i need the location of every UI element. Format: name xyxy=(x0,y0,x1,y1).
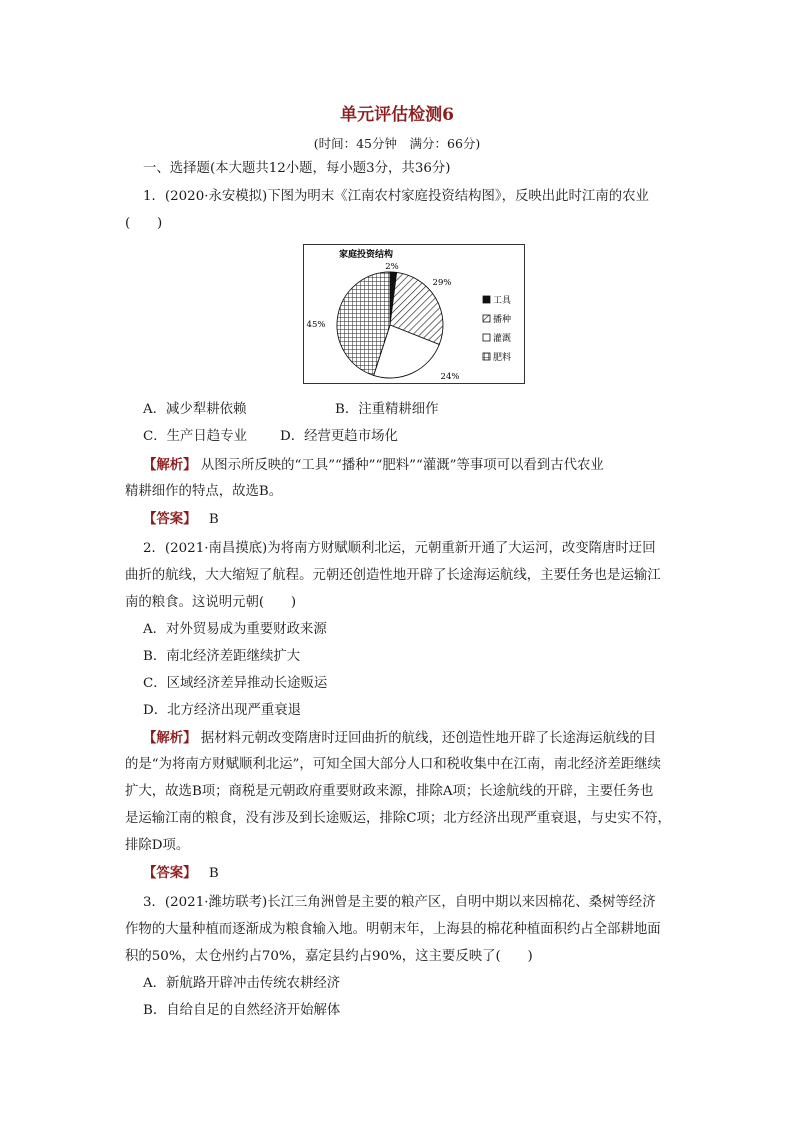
q2-stem-line-1: 2．(2021·南昌摸底)为将南方财赋顺利北运，元朝重新开通了大运河，改变隋唐时迂回 xyxy=(143,541,656,556)
legend-swatch xyxy=(483,296,490,303)
legend-label: 播种 xyxy=(493,315,512,325)
legend-swatch xyxy=(483,353,490,360)
exam-info: (时间：45分钟 满分：66分) xyxy=(313,136,481,151)
pie-value-label: 2% xyxy=(385,262,399,272)
q1-answer-blank: ( ) xyxy=(125,216,163,231)
q2-answer-line xyxy=(143,863,219,884)
q2-analysis-line-2: 的是“为将南方财赋顺利北运”，可知全国大部分人口和税收集中在江南，南北经济差距继续 xyxy=(125,757,661,772)
pie-value-label: 24% xyxy=(440,372,460,382)
pie-value-label: 29% xyxy=(432,278,452,288)
answer-tag: 【答案】 xyxy=(143,865,197,881)
q1-analysis-line-1 xyxy=(143,455,604,476)
q1-option-d: D．经营更趋市场化 xyxy=(280,429,398,444)
q1-analysis-line-2: 精耕细作的特点，故选B。 xyxy=(125,484,283,499)
q1-option-c: C．生产日趋专业 xyxy=(143,429,247,444)
q3-stem-line-1: 3．(2021·潍坊联考)长江三角洲曾是主要的粮产区，自明中期以来因棉花、桑树等经济 xyxy=(143,895,656,910)
pie-value-label: 45% xyxy=(306,320,326,330)
answer-tag: 【答案】 xyxy=(143,511,197,527)
chart-title: 家庭投资结构 xyxy=(338,250,394,260)
pie-chart xyxy=(304,245,524,383)
q1-answer-line xyxy=(143,509,219,530)
section-heading: 一、选择题(本大题共12小题，每小题3分，共36分) xyxy=(143,161,451,176)
q2-analysis-line-3: 扩大，故选B项；商税是元朝政府重要财政来源，排除A项；长途航线的开辟，主要任务也 xyxy=(125,784,654,799)
q2-analysis-line-1 xyxy=(143,728,656,749)
legend-label: 工具 xyxy=(493,296,512,306)
legend-label: 灌溉 xyxy=(493,334,512,344)
page-title: 单元评估检测6 xyxy=(340,105,454,125)
q2-analysis-line-5: 排除D项。 xyxy=(125,838,190,853)
legend-swatch xyxy=(483,334,490,341)
pie-chart-figure xyxy=(303,244,525,384)
legend-label: 肥料 xyxy=(493,353,512,363)
q2-answer: B xyxy=(208,866,219,881)
q2-option-d: D．北方经济出现严重衰退 xyxy=(143,703,302,718)
analysis-tag: 【解析】 xyxy=(143,730,197,746)
q3-option-b: B．自给自足的自然经济开始解体 xyxy=(143,1003,341,1018)
q1-answer: B xyxy=(208,512,219,527)
q1-option-a: A．减少犁耕依赖 xyxy=(143,402,247,417)
analysis-tag: 【解析】 xyxy=(143,457,197,473)
q3-stem-line-2: 作物的大量种植而逐渐成为粮食输入地。明朝末年，上海县的棉花种植面积约占全部耕地面 xyxy=(125,922,661,937)
q2-option-b: B．南北经济差距继续扩大 xyxy=(143,649,301,664)
q1-option-b: B．注重精耕细作 xyxy=(335,402,439,417)
q2-analysis-text: 据材料元朝改变隋唐时迂回曲折的航线，还创造性地开辟了长途海运航线的目 xyxy=(200,731,657,746)
q2-option-a: A．对外贸易成为重要财政来源 xyxy=(143,622,327,637)
legend-swatch xyxy=(483,315,490,322)
q3-stem-line-3: 积的50%，太仓州约占70%，嘉定县约占90%，这主要反映了( ) xyxy=(125,949,533,964)
q3-option-a: A．新航路开辟冲击传统农耕经济 xyxy=(143,976,341,991)
q2-option-c: C．区域经济差异推动长途贩运 xyxy=(143,676,328,691)
q1-analysis-text: 从图示所反映的“工具”“播种”“肥料”“灌溉”等事项可以看到古代农业 xyxy=(200,458,604,473)
q1-stem: 1．(2020·永安模拟)下图为明末《江南农村家庭投资结构图》，反映出此时江南的农业 xyxy=(143,189,649,204)
q2-stem-line-3: 南的粮食。这说明元朝( ) xyxy=(125,595,297,610)
q2-stem-line-2: 曲折的航线，大大缩短了航程。元朝还创造性地开辟了长途海运航线，主要任务也是运输江 xyxy=(125,568,661,583)
q2-analysis-line-4: 是运输江南的粮食，没有涉及到长途贩运，排除C项；北方经济出现严重衰退，与史实不符， xyxy=(125,811,671,826)
